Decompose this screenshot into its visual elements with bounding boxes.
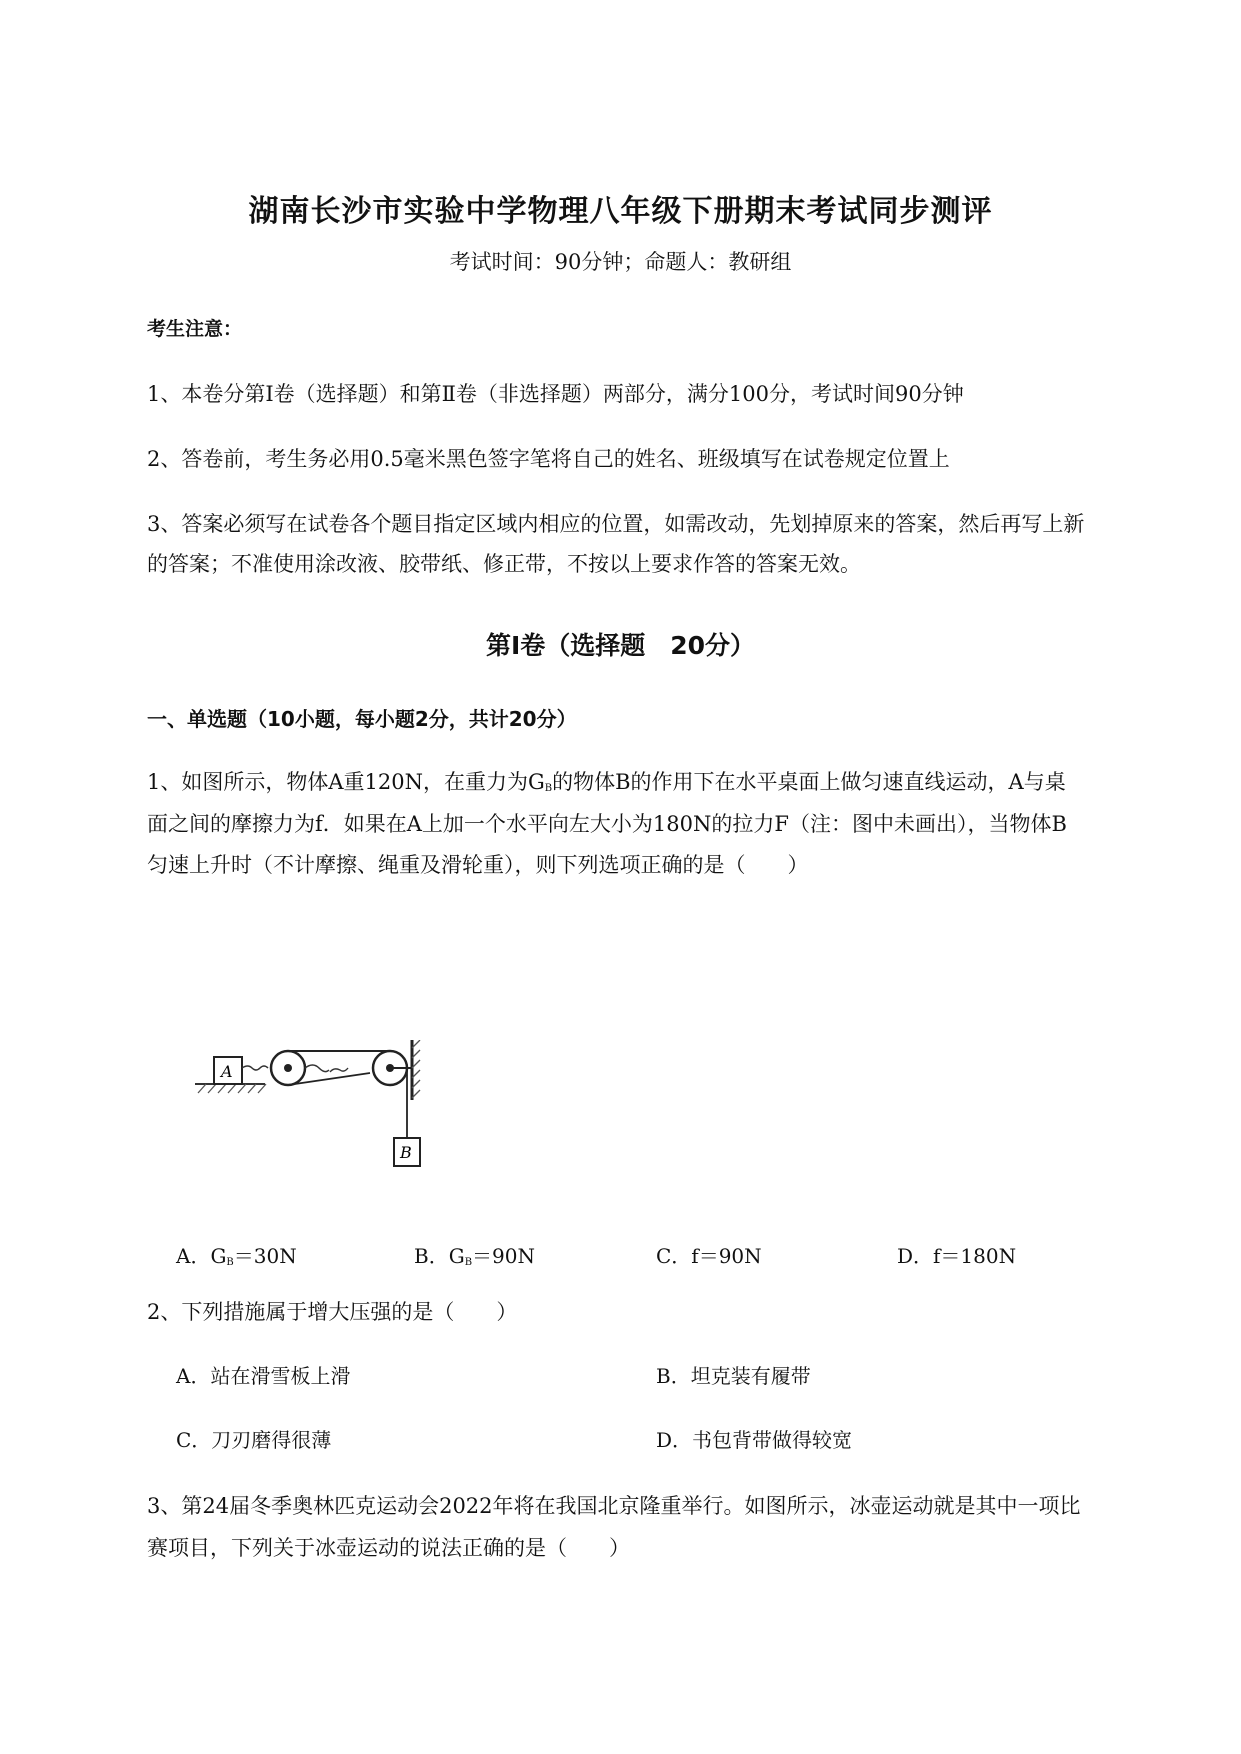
notice-item-3-cont: 的答案；不准使用涂改液、胶带纸、修正带，不按以上要求作答的答案无效。 — [147, 552, 861, 576]
q2-option-d[interactable]: D．书包背带做得较宽 — [656, 1428, 853, 1452]
q1-option-d[interactable]: D．f＝180N — [897, 1244, 1017, 1268]
q1-option-c[interactable]: C．f＝90N — [656, 1244, 762, 1268]
notice-item-2: 2、答卷前，考生务必用0.5毫米黑色签字笔将自己的姓名、班级填写在试卷规定位置上 — [147, 447, 950, 471]
ground-hatch — [198, 1084, 266, 1093]
page-title: 湖南长沙市实验中学物理八年级下册期末考试同步测评 — [248, 194, 993, 229]
block-a-label: A — [221, 1062, 233, 1081]
q1-stem-line2: 面之间的摩擦力为f．如果在A上加一个水平向左大小为180N的拉力F（注：图中未画出），当物体B — [147, 812, 1067, 836]
q2-option-c[interactable]: C．刀刃磨得很薄 — [176, 1428, 332, 1452]
notice-item-1: 1、本卷分第I卷（选择题）和第Ⅱ卷（非选择题）两部分，满分100分，考试时间90分钟 — [147, 382, 964, 406]
notice-heading: 考生注意： — [147, 318, 243, 340]
rope-a — [242, 1066, 268, 1070]
q2-option-b[interactable]: B．坦克装有履带 — [656, 1364, 811, 1388]
q1-stem-line3: 匀速上升时（不计摩擦、绳重及滑轮重），则下列选项正确的是（ ） — [147, 853, 809, 877]
q3-stem-line1: 3、第24届冬季奥林匹克运动会2022年将在我国北京隆重举行。如图所示，冰壶运动就是其中一项比 — [147, 1494, 1081, 1518]
q1-stem-line1: 1、如图所示，物体A重120N，在重力为$G_B$的物体B的作用下在水平桌面上做匀速直线运动，A与桌 — [147, 770, 1066, 794]
q1-option-b[interactable]: B．$G_B=90N$ — [414, 1244, 535, 1268]
q1-option-a[interactable]: A．$G_B=30N$ — [176, 1244, 297, 1268]
exam-info: 考试时间：90分钟；命题人：教研组 — [449, 250, 792, 274]
block-b-label: B — [400, 1143, 412, 1162]
notice-item-3: 3、答案必须写在试卷各个题目指定区域内相应的位置，如需改动，先划掉原来的答案，然后再写上新 — [147, 512, 1085, 536]
section-title: 第I卷（选择题 20分） — [485, 631, 756, 660]
pulley-diagram — [190, 1040, 460, 1175]
q3-stem-line2: 赛项目，下列关于冰壶运动的说法正确的是（ ） — [147, 1536, 630, 1560]
section-subtitle: 一、单选题（10小题，每小题2分，共计20分） — [147, 707, 577, 731]
q2-option-a[interactable]: A．站在滑雪板上滑 — [176, 1364, 351, 1388]
q2-stem: 2、下列措施属于增大压强的是（ ） — [147, 1300, 518, 1324]
